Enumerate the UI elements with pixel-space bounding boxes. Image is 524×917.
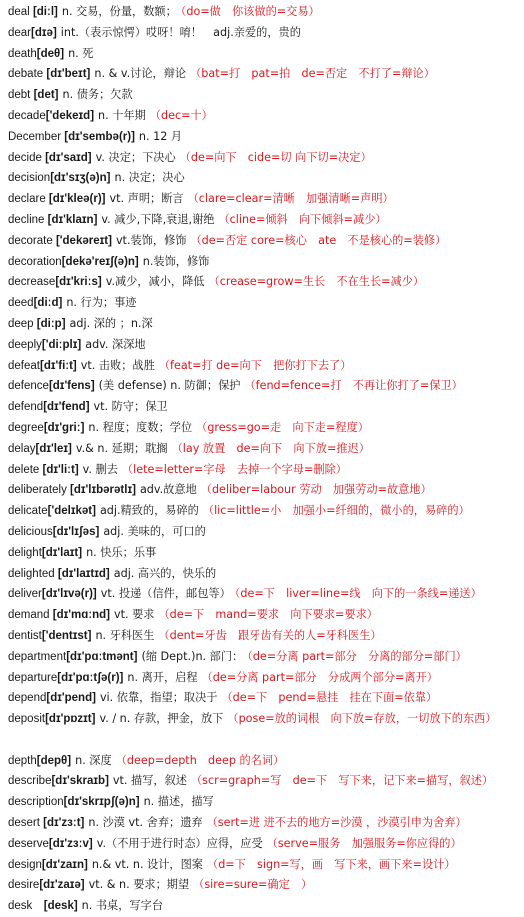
entry-word: depth: [8, 754, 37, 767]
entry-definition: vt.装饰，修饰: [115, 233, 187, 247]
entry-phonetic: [dɪ'pɑːtmənt]: [66, 650, 138, 663]
entry-definition: n. 牙科医生: [95, 628, 155, 642]
entry-phonetic: [depθ]: [36, 754, 72, 767]
entry-phonetic: [dɪ'mɑːnd]: [49, 609, 110, 622]
vocab-entry: [8, 293, 518, 314]
entry-word: decoration: [8, 255, 62, 268]
vocab-entry: [8, 23, 518, 44]
entry-definition: vt. 防守；保卫: [93, 400, 168, 414]
vocab-entry: [8, 875, 518, 896]
entry-mnemonic-note: （dec=十）: [149, 108, 213, 122]
entry-word: deserve: [8, 837, 49, 850]
entry-word: decade: [8, 109, 46, 122]
vocab-entry: [8, 168, 518, 189]
entry-word: decide: [8, 151, 42, 164]
entry-definition: vi. 依靠，指望；取决于: [99, 691, 218, 705]
entry-phonetic: [dɪ'skrɪpʃ(ə)n]: [63, 796, 140, 809]
vocab-entry: [8, 855, 518, 876]
entry-word: demand: [8, 609, 50, 622]
entry-mnemonic-note: （deep=depth deep 的名词）: [115, 753, 285, 767]
entry-phonetic: [dɪ'zaɪə]: [39, 879, 85, 892]
entry-definition: n. 死: [68, 46, 94, 60]
entry-phonetic: [dɪ'klaɪn]: [44, 213, 98, 226]
entry-definition: vt. 投递（信件，邮包等）: [100, 587, 231, 601]
entry-word: debt: [8, 89, 31, 102]
entry-mnemonic-note: （lay 放置 de=向下 向下放=推迟）: [171, 441, 370, 455]
vocab-entry: [8, 210, 518, 231]
entry-phonetic: [dɪ'pend]: [46, 692, 96, 705]
entry-phonetic: [dekə'reɪʃ(ə)n]: [61, 255, 139, 268]
entry-phonetic: [dɪ'sɪʒ(ə)n]: [50, 172, 111, 185]
entry-phonetic: [diːd]: [33, 297, 63, 310]
entry-mnemonic-note: （de=下 liver=line=线 向下的一条线=递送）: [234, 587, 482, 601]
entry-phonetic: [dɪ'lɪʃəs]: [52, 525, 100, 538]
entry-definition: (缩 Dept.)n. 部门：: [141, 649, 244, 663]
vocab-entry: [8, 605, 518, 626]
vocab-entry: [8, 771, 518, 792]
vocab-entry: [8, 522, 518, 543]
vocab-entry: [8, 792, 518, 813]
entry-word: declare: [8, 193, 46, 206]
entry-word: delay: [8, 442, 36, 455]
entry-mnemonic-note: （de=分离 part=部分 分成两个部分=离开）: [201, 670, 438, 684]
entry-phonetic: [dɪ'laɪtɪd]: [54, 567, 110, 580]
entry-phonetic: [diːl]: [29, 6, 58, 18]
vocab-entry: [8, 480, 518, 501]
vocab-entry: [8, 460, 518, 481]
entry-phonetic: [dɪ'zɜːt]: [39, 817, 85, 830]
entry-word: deep: [8, 317, 34, 330]
vocab-entry: [8, 834, 518, 855]
entry-word: department: [8, 650, 67, 663]
vocab-entry: [8, 688, 518, 709]
vocab-entry: [8, 127, 518, 148]
entry-mnemonic-note: （de=否定 core=核心 ate 不是核心的=装修）: [190, 233, 447, 247]
vocab-entry: [8, 231, 518, 252]
entry-definition: adj. 美味的，可口的: [103, 524, 206, 538]
entry-word: decline: [8, 213, 45, 226]
entry-mnemonic-note: （cline=倾斜 向下倾斜=减少）: [218, 212, 387, 226]
entry-word: deed: [8, 297, 34, 310]
entry-definition: n. 交易，份量，数额；: [61, 5, 177, 18]
entry-definition: n. 十年期: [98, 108, 146, 122]
entry-mnemonic-note: （d=下 sign=写，画 写下来，画下来=设计）: [207, 857, 456, 871]
entry-word: delighted: [8, 567, 55, 580]
entry-definition: v. 减少,下降,衰退,谢绝: [101, 212, 215, 226]
entry-word: deal: [8, 6, 30, 18]
entry-word: description: [8, 796, 64, 809]
entry-word: decorate: [8, 234, 53, 247]
entry-definition: v. 决定；下决心: [95, 150, 176, 164]
entry-phonetic: [dɪ'kleə(r)]: [45, 193, 106, 206]
entry-definition: vt. 描写，叙述: [112, 774, 187, 788]
entry-phonetic: [diːp]: [33, 317, 66, 330]
vocab-entry: [8, 668, 518, 689]
entry-definition: vt. & n. 要求；期望: [88, 878, 190, 892]
entry-mnemonic-note: （de=分离 part=部分 分离的部分=部门）: [247, 649, 467, 663]
entry-mnemonic-note: （de=下 mand=要求 向下要求=要求）: [158, 608, 378, 622]
entry-definition: vt. 声明；断言: [109, 192, 184, 206]
vocab-entry: [8, 335, 518, 356]
entry-word: defeat: [8, 359, 40, 372]
entry-word: death: [8, 47, 37, 60]
vocab-entry: [8, 106, 518, 127]
vocab-entry: [8, 813, 518, 834]
entry-word: describe: [8, 775, 52, 788]
entry-phonetic: [dɪ'liːt]: [39, 463, 79, 476]
entry-phonetic: ['dentɪst]: [41, 629, 92, 642]
vocab-entry: [8, 418, 518, 439]
entry-phonetic: [dɪ'zaɪn]: [41, 858, 88, 871]
vocab-entry: [8, 314, 518, 335]
entry-definition: n. 书桌，写字台: [81, 899, 164, 913]
entry-definition: n.& vt. n. 设计，图案: [91, 857, 203, 871]
entry-word: delete: [8, 463, 40, 476]
entry-mnemonic-note: （gress=go=走 向下走=程度）: [196, 420, 369, 434]
entry-definition: n. 离开，启程: [127, 670, 198, 684]
vocab-entry: [8, 397, 518, 418]
entry-phonetic: [dɪ'fiːt]: [39, 359, 77, 372]
vocab-entry: [8, 751, 518, 772]
entry-definition: adv. 深深地: [85, 337, 146, 351]
entry-word: depend: [8, 692, 47, 705]
entry-definition: (美 defense) n. 防御；保护: [98, 379, 241, 393]
entry-mnemonic-note: （bat=打 pat=拍 de=否定 不打了=辩论）: [190, 67, 435, 81]
vocab-entry: [8, 626, 518, 647]
vocab-entry: [8, 64, 518, 85]
vocab-entry: [8, 85, 518, 106]
entry-word: desert: [8, 817, 40, 830]
vocab-entry: [8, 647, 518, 668]
entry-mnemonic-note: （crease=grow=生长 不在生长=减少）: [208, 275, 425, 289]
vocab-entry: [8, 543, 518, 564]
entry-word: degree: [8, 421, 44, 434]
entry-definition: n. 沙漠 vt. 舍弃；遗弃: [88, 816, 203, 830]
entry-definition: n.装饰，修饰: [142, 254, 210, 268]
vocab-entry: [8, 189, 518, 210]
entry-definition: v. 删去: [82, 462, 118, 476]
entry-word: dentist: [8, 629, 42, 642]
vocab-entry: [8, 709, 518, 751]
entry-mnemonic-note: （clare=clear=清晰 加强清晰=声明）: [187, 192, 394, 206]
entry-definition: adj.精致的，易碎的: [99, 504, 199, 518]
entry-phonetic: [dɪə]: [31, 26, 57, 39]
entry-word: desire: [8, 879, 40, 892]
entry-phonetic: ['diːplɪ]: [41, 338, 82, 351]
entry-word: deeply: [8, 338, 42, 351]
entry-mnemonic-note: （do=做 你该做的=交易）: [180, 5, 320, 18]
entry-definition: adv.故意地: [139, 483, 197, 497]
entry-phonetic: ['dekeɪd]: [45, 109, 95, 122]
vocab-entry: [8, 584, 518, 605]
entry-mnemonic-note: （serve=服务 加强服务=你应得的）: [266, 836, 462, 850]
entry-word: departure: [8, 671, 58, 684]
entry-word: defend: [8, 401, 44, 414]
vocab-entry: [8, 148, 518, 169]
entry-word: defence: [8, 380, 49, 393]
entry-word: dear: [8, 26, 32, 39]
entry-definition: vt. 要求: [113, 608, 155, 622]
entry-word: deliberately: [8, 484, 67, 497]
entry-word: delicious: [8, 525, 53, 538]
entry-phonetic: [dɪ'griː]: [43, 421, 85, 434]
entry-phonetic: [dɪ'saɪd]: [41, 151, 92, 164]
entry-phonetic: [dɪ'pɒzɪt]: [45, 713, 96, 726]
vocab-entry: [8, 356, 518, 377]
entry-phonetic: ['delɪkət]: [47, 505, 96, 518]
entry-phonetic: [dɪ'beɪt]: [43, 68, 91, 81]
entry-phonetic: [dɪ'leɪ]: [35, 442, 72, 455]
entry-phonetic: [dɪ'laɪt]: [41, 546, 83, 559]
entry-phonetic: [dɪ'zɜːv]: [48, 837, 93, 850]
vocab-entry: [8, 272, 518, 293]
entry-definition: v.减少，减小，降低: [105, 275, 205, 289]
entry-mnemonic-note: （scr=graph=写 de=下 写下来，记下来=描写，叙述）: [190, 774, 494, 788]
entry-definition: adj. 高兴的，快乐的: [113, 566, 217, 580]
entry-mnemonic-note: （de=向下 cide=切 向下切=决定）: [179, 150, 372, 164]
entry-word: decision: [8, 172, 51, 185]
entry-mnemonic-note: （sert=进 进不去的地方=沙漠 ，沙漠引申为舍弃）: [206, 816, 467, 830]
entry-phonetic: [dɪ'fens]: [48, 380, 95, 393]
entry-definition: v.& n. 延期；耽搁: [75, 441, 168, 455]
entry-definition: n. 描述，描写: [143, 795, 214, 809]
entry-definition: n. 12 月: [138, 129, 183, 143]
entry-word: December: [8, 130, 62, 143]
entry-mnemonic-note: （dent=牙齿 跟牙齿有关的人=牙科医生）: [158, 628, 382, 642]
vocab-entry: [8, 896, 518, 917]
entry-phonetic: [dɪ'fend]: [43, 401, 90, 414]
entry-definition: n. & v.讨论，辩论: [94, 67, 187, 81]
entry-word: design: [8, 858, 42, 871]
entry-phonetic: [dɪ'pɑːtʃə(r)]: [57, 671, 124, 684]
vocab-entry: [8, 376, 518, 397]
entry-phonetic: [det]: [30, 89, 59, 102]
entry-word: debate: [8, 68, 44, 81]
entry-word: delicate: [8, 505, 48, 518]
entry-phonetic: [deθ]: [36, 47, 65, 60]
entry-mnemonic-note: （fend=fence=打 不再让你打了=保卫）: [244, 379, 463, 393]
entry-definition: n. 快乐；乐事: [86, 545, 157, 559]
entry-definition: adj. 深的 ；n.深: [69, 316, 153, 330]
entry-definition: int.（表示惊愕）哎呀！唷！ adj.亲爱的，贵的: [60, 25, 301, 39]
vocab-entry: [8, 439, 518, 460]
vocab-entry: [8, 564, 518, 585]
vocab-entry: [8, 501, 518, 522]
entry-word: delight: [8, 546, 42, 559]
vocab-entry: [8, 44, 518, 65]
entry-phonetic: [dɪ'kriːs]: [55, 276, 102, 289]
entry-mnemonic-note: （lete=letter=字母 去掉一个字母=删除）: [121, 462, 347, 476]
entry-mnemonic-note: （deliber=labour 劳动 加强劳动=故意地）: [200, 483, 432, 497]
entry-word: desk: [8, 900, 33, 913]
entry-phonetic: [dɪ'lɪbərətlɪ]: [66, 484, 136, 497]
entry-word: deposit: [8, 713, 46, 726]
entry-word: deliver: [8, 588, 42, 601]
entry-phonetic: [desk]: [32, 900, 78, 913]
vocab-entry: [8, 252, 518, 273]
entry-definition: v.（不用于进行时态）应得，应受: [96, 836, 263, 850]
entry-mnemonic-note: （sire=sure=确定 ）: [193, 878, 313, 892]
entry-definition: vt. 击败；战胜: [80, 358, 155, 372]
entry-definition: n. 行为；事迹: [66, 296, 137, 310]
entry-mnemonic-note: （lic=little=小 加强小=纤细的，微小的，易碎的）: [202, 504, 470, 518]
entry-definition: v. / n. 存款，押金，放下: [99, 712, 224, 726]
entry-phonetic: [dɪ'lɪvə(r)]: [41, 588, 97, 601]
vocab-entry: [8, 2, 518, 23]
entry-mnemonic-note: （pose=放的词根 向下放=存放，一切放下的东西）: [227, 712, 497, 726]
entry-definition: n. 债务；欠款: [62, 88, 133, 102]
entry-phonetic: [dɪ'skraɪb]: [51, 775, 109, 788]
entry-definition: n. 决定；决心: [114, 171, 185, 185]
entry-definition: n. 深度: [75, 753, 112, 767]
entry-phonetic: ['dekəreɪt]: [52, 234, 112, 247]
entry-mnemonic-note: （de=下 pend=悬挂 挂在下面=依靠）: [221, 691, 438, 705]
entry-phonetic: [dɪ'sembə(r)]: [61, 130, 135, 143]
entry-definition: n. 程度；度数；学位: [88, 420, 193, 434]
entry-mnemonic-note: （feat=打 de=向下 把你打下去了）: [158, 358, 352, 372]
entry-word: decrease: [8, 276, 56, 289]
